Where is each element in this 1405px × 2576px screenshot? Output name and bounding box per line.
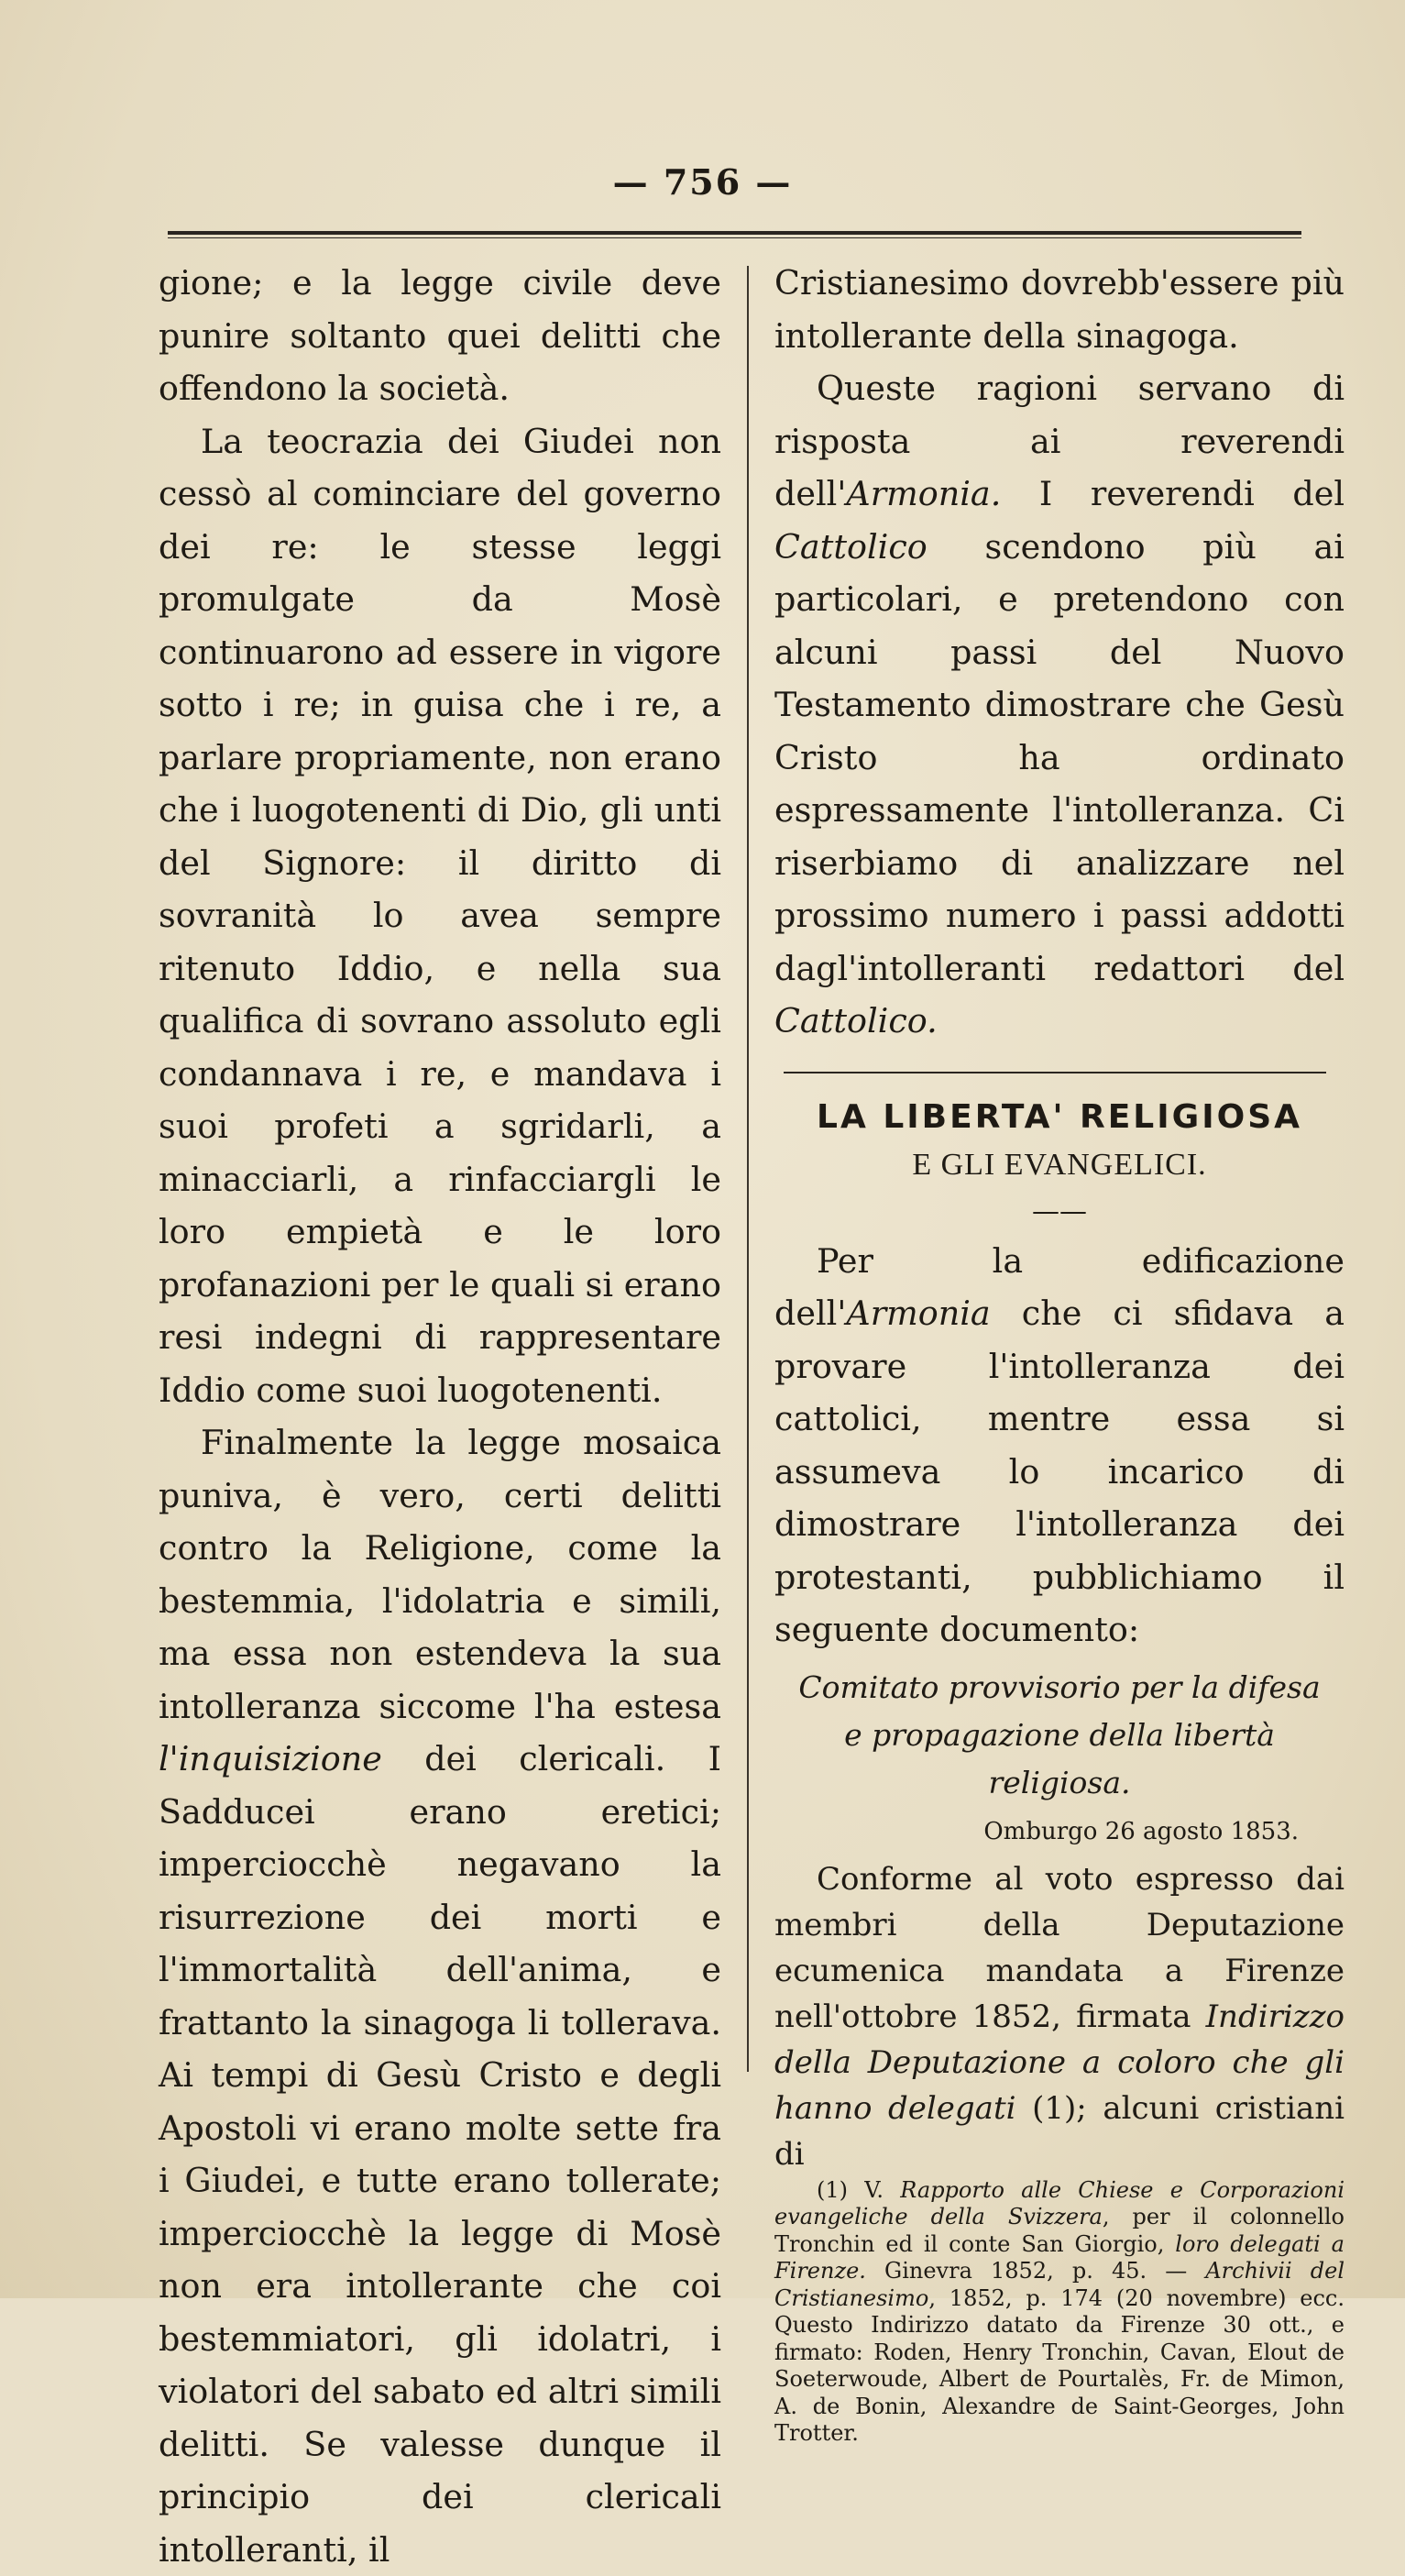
top-rule [168,231,1301,238]
inquisizione-italic: l'inquisizione [159,1739,382,1778]
left-column [159,257,721,2576]
right-paragraph-2: Queste ragioni servano di risposta ai reverendi dell'Armonia. I reverendi del Cattolico scendono più ai particolari, e pretendono con alcuni passi del Nuovo Testamento dimostrare che Gesù Cristo ha ordinato espressamente l'intolleranza. Ci riserbiamo di analizzare nel prossimo numero i passi addotti dagl'intolleranti redattori del Cattolico. [774,369,1345,1040]
comitato-line-1: Comitato provvisorio per la difesa [798,1668,1321,1705]
left-paragraph-2: La teocrazia dei Giudei non cessò al cominciare del governo dei re: le stesse leggi promulgate da Mosè continuarono ad essere in vigore sotto i re; in guisa che i re, a parlare propriamente, non erano che i luogotenenti di Dio, gli unti del Signore: il diritto di sovranità lo avea sempre ritenuto Iddio, e nella sua qualifica di sovrano assoluto egli condannava i re, e mandava i suoi profeti a sgridarli, a minacciarli, a rinfacciargli le loro empietà e le loro profanazioni per le quali si erano resi indegni di rappresentare Iddio come suoi luogotenenti. [159,421,721,1410]
right-paragraph-3: Per la edificazione dell'Armonia che ci sfidava a provare l'intolleranza dei cattolici, mentre essa si assumeva lo incarico di dimostrare l'intolleranza dei protestanti, pubblichiamo il seguente documento: [774,1240,1345,1649]
right-paragraph-4: Conforme al voto espresso dai membri della Deputazione ecumenica mandata a Firenze nell'ottobre 1852, firmata Indirizzo della Deputazione a coloro che gli hanno delegati (1); alcuni cristiani di [774,1860,1345,2173]
column-divider [747,266,749,2072]
article-subheading: E GLI EVANGELICI. [912,1147,1207,1182]
section-rule [784,1072,1326,1073]
comitato-line-2: e propagazione della libertà religiosa. [844,1716,1275,1800]
right-paragraph-1: Cristianesimo dovrebb'essere più intollerante della sinagoga. [774,263,1345,356]
article-heading: LA LIBERTA' RELIGIOSA [817,1097,1302,1136]
dateline: Omburgo 26 agosto 1853. [983,1817,1299,1845]
right-column [774,257,1345,2448]
heading-dash: —— [1032,1194,1087,1227]
page-number: — 756 — [612,161,793,203]
left-paragraph-1: gione; e la legge civile deve punire soltanto quei delitti che offendono la società. [159,263,721,408]
footnote: (1) V. Rapporto alle Chiese e Corporazioni evangeliche della Svizzera, per il colonnello Tronchin ed il conte San Giorgio, loro delegati a Firenze. Ginevra 1852, p. 45. — Archivii del Cristianesimo, 1852, p. 174 (20 novembre) ecc. Questo Indirizzo datato da Firenze 30 ott., e firmato: Roden, Henry Tronchin, Cavan, Elout de Soeterwoude, Albert de Pourtalès, Fr. de Mimon, A. de Bonin, Alexandre de Saint-Georges, John Trotter. [774,2176,1345,2446]
left-paragraph-3: Finalmente la legge mosaica puniva, è vero, certi delitti contro la Religione, come la bestemmia, l'idolatria e simili, ma essa non estendeva la sua intolleranza siccome l'ha estesa l'inquisizione dei clericali. I Sadducei erano eretici; imperciocchè negavano la risurrezione dei morti e l'immortalità dell'anima, e frattanto la sinagoga li tollerava. Ai tempi di Gesù Cristo e degli Apostoli vi erano molte sette fra i Giudei, e tutte erano tollerate; imperciocchè la legge di Mosè non era intollerante che coi bestemmiatori, gli idolatri, i violatori del sabato ed altri simili delitti. Se valesse dunque il principio dei clericali intolleranti, il [159,1423,721,2570]
